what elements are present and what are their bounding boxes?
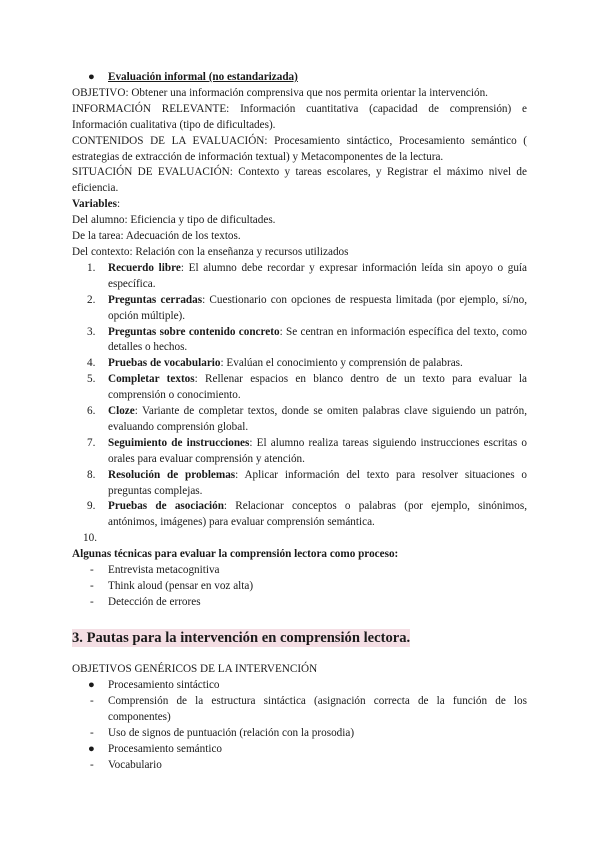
item-number: 1. (87, 261, 96, 274)
bullet-icon: ● (88, 679, 95, 692)
objective-text: Procesamiento semántico (108, 742, 223, 755)
item-number: 9. (87, 500, 96, 513)
dash-marker: - (90, 758, 94, 771)
process-item-text: Entrevista metacognitiva (108, 564, 220, 577)
item-number: 2. (87, 293, 96, 306)
objective-item (72, 742, 527, 758)
variables-title: Variables (72, 198, 117, 211)
objective-item (72, 726, 527, 742)
process-item (72, 579, 527, 595)
process-item (72, 595, 527, 611)
technique-item (72, 372, 527, 404)
document-page (72, 70, 527, 774)
technique-term: Preguntas sobre contenido concreto (108, 325, 280, 338)
bullet-icon: ● (88, 71, 95, 83)
technique-term: Resolución de problemas (108, 468, 236, 481)
item-number: 10. (83, 532, 97, 545)
item-number: 4. (87, 357, 96, 370)
situacion-text: SITUACIÓN DE EVALUACIÓN: Contexto y tareas escolares, y Registrar el máximo nivel de eficiencia. (72, 166, 527, 195)
process-item (72, 563, 527, 579)
technique-item (72, 325, 527, 357)
technique-term: Completar textos (108, 373, 195, 386)
technique-desc: : Rellenar espacios en blanco dentro de un texto para evaluar la comprensión o conocimiento. (108, 373, 527, 402)
technique-item (72, 468, 527, 500)
technique-item (72, 356, 527, 372)
technique-desc: : Cuestionario con opciones de respuesta limitada (por ejemplo, sí/no, opción múltiple). (108, 293, 527, 322)
technique-term: Recuerdo libre (108, 261, 181, 274)
technique-item (72, 293, 527, 325)
variable-alumno: Del alumno: Eficiencia y tipo de dificultades. (72, 214, 276, 227)
technique-term: Preguntas cerradas (108, 293, 203, 306)
informal-evaluation-heading (72, 70, 527, 86)
objective-text: Procesamiento sintáctico (108, 679, 220, 692)
technique-item (72, 404, 527, 436)
technique-term: Seguimiento de instrucciones (108, 436, 250, 449)
variables-colon: : (116, 198, 121, 211)
process-techniques-title: Algunas técnicas para evaluar la comprensión lectora como proceso: (72, 548, 399, 561)
informacion-text: INFORMACIÓN RELEVANTE: Información cuantitativa (capacidad de comprensión) e Información cualitativa (tipo de dificultades). (72, 102, 527, 131)
technique-item (72, 499, 527, 531)
technique-term: Pruebas de asociación (108, 500, 224, 513)
objetivo-text: OBJETIVO: Obtener una información comprensiva que nos permita orientar la intervención. (72, 86, 488, 99)
item-number: 3. (87, 325, 96, 338)
dash-marker: - (90, 695, 94, 708)
technique-term: Cloze (108, 405, 135, 418)
item-number: 8. (87, 468, 96, 481)
heading-text: Evaluación informal (no estandarizada) (108, 71, 298, 83)
section-3-subtitle: OBJETIVOS GENÉRICOS DE LA INTERVENCIÓN (72, 663, 318, 676)
section-3-title-text: 3. Pautas para la intervención en comprensión lectora. (72, 629, 411, 646)
objective-text: Comprensión de la estructura sintáctica (asignación correcta de la función de los componentes) (108, 695, 527, 724)
technique-desc: : Evalúan el conocimiento y comprensión de palabras. (220, 357, 463, 370)
technique-desc: : El alumno realiza tareas siguiendo instrucciones escritas o orales para evaluar comprensión y atención. (108, 436, 527, 465)
technique-desc: : Aplicar información del texto para resolver situaciones o preguntas complejas. (108, 468, 527, 497)
variables-heading (72, 197, 527, 213)
dash-marker: - (90, 595, 94, 608)
technique-item-empty (72, 531, 527, 547)
objective-item (72, 758, 527, 774)
dash-marker: - (90, 579, 94, 592)
technique-desc: : El alumno debe recordar y expresar información leída sin apoyo o guía específica. (108, 261, 527, 290)
objective-text: Vocabulario (108, 758, 162, 771)
process-item-text: Detección de errores (108, 595, 201, 608)
objective-item (72, 694, 527, 726)
techniques-list (72, 261, 527, 547)
variable-contexto: Del contexto: Relación con la enseñanza y recursos utilizados (72, 245, 349, 258)
technique-desc: : Variante de completar textos, donde se omiten palabras clave siguiendo un patrón, evaluando comprensión global. (108, 405, 527, 433)
dash-marker: - (90, 564, 94, 577)
technique-item (72, 261, 527, 293)
objective-item (72, 678, 527, 694)
technique-desc: : Relacionar conceptos o palabras (por ejemplo, sinónimos, antónimos, imágenes) para evaluar comprensión semántica. (108, 500, 527, 529)
process-item-text: Think aloud (pensar en voz alta) (108, 579, 254, 592)
item-number: 7. (87, 436, 96, 449)
variable-tarea: De la tarea: Adecuación de los textos. (72, 230, 241, 243)
technique-desc: : Se centran en información específica del texto, como detalles o hechos. (108, 325, 527, 354)
item-number: 6. (87, 405, 96, 418)
technique-term: Pruebas de vocabulario (108, 357, 221, 370)
dash-marker: - (90, 727, 94, 740)
section-3-title (72, 629, 527, 648)
item-number: 5. (87, 373, 96, 386)
technique-item (72, 436, 527, 468)
bullet-icon: ● (88, 742, 95, 755)
contenidos-text: CONTENIDOS DE LA EVALUACIÓN: Procesamiento sintáctico, Procesamiento semántico ( estrategias de extracción de información textual) y Metacomponentes de la lectura. (72, 134, 527, 163)
objective-text: Uso de signos de puntuación (relación con la prosodia) (108, 727, 355, 740)
